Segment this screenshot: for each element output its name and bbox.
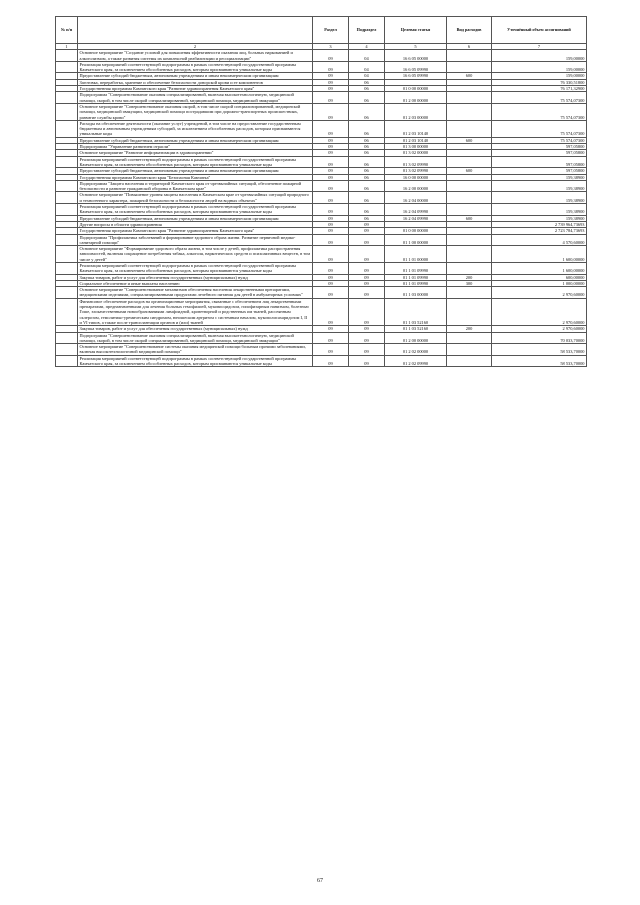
row-subsection: 09 — [349, 280, 385, 286]
row-section: 09 — [313, 355, 349, 367]
column-number: 2 — [78, 44, 313, 50]
row-kind: 600 — [447, 137, 492, 143]
table-row — [56, 103, 587, 120]
row-name: Социальное обеспечение и иные выплаты населению — [78, 280, 313, 286]
row-section: 09 — [313, 50, 349, 62]
row-number — [56, 103, 78, 120]
row-target: 16 0 00 00000 — [385, 174, 447, 180]
row-section: 09 — [313, 150, 349, 156]
row-name: Реализация мероприятий соответствующей подпрограммы в рамках соответствующей государственной программы Камчатского края, за исключением обособленных расходов, которым присваиваются уникальные коды — [78, 204, 313, 216]
row-subsection: 09 — [349, 298, 385, 325]
row-target: 01 1 03 00000 — [385, 287, 447, 299]
row-subsection: 06 — [349, 215, 385, 221]
row-subsection: 06 — [349, 192, 385, 204]
header-name — [78, 17, 313, 44]
table-row — [56, 180, 587, 192]
row-kind: 200 — [447, 274, 492, 280]
row-amount: 597,05800 — [492, 144, 587, 150]
row-name: Предоставление субсидий бюджетным, автономным учреждениям и иным некоммерческим организациям — [78, 137, 313, 143]
row-kind: 600 — [447, 168, 492, 174]
row-target: 01 1 00 00000 — [385, 234, 447, 246]
row-name: Основное мероприятие "Развитие информатизации в здравоохранении" — [78, 150, 313, 156]
row-subsection: 09 — [349, 355, 385, 367]
row-subsection: 09 — [349, 234, 385, 246]
row-section: 09 — [313, 61, 349, 73]
row-target: 01 3 02 09990 — [385, 156, 447, 168]
row-amount: 2 970,60000 — [492, 298, 587, 325]
row-name: Финансовое обеспечение расходов на организационные мероприятия, связанные с обеспечением лиц лекарственными препаратами, предназначенными для лечения больных гемофилией, муковисцидозом, гипофизарным нанизмом, болезнью Гоше, злокачественными новообразованиями лимфоидной, кроветворной и родственных им тканей, рассеянным склерозом, гемолитико-уремическим синдромом, юношеским артритом с системным началом, мукополисахаридозом I, II и VI типов, а также после трансплантации органов и (или) тканей — [78, 298, 313, 325]
row-name: Основное мероприятие "Создание условий для повышения эффективности оказания лиц, больных наркоманией и алкоголизмом, а также развития системы их комплексной реабилитации и ресоциализации" — [78, 50, 313, 62]
row-name: Реализация мероприятий соответствующей подпрограммы в рамках соответствующей государственной программы Камчатского края, за исключением обособленных расходов, которым присваиваются уникальные коды — [78, 355, 313, 367]
row-target: 01 0 00 00000 — [385, 228, 447, 234]
row-amount: 75 574,07300 — [492, 137, 587, 143]
row-subsection: 09 — [349, 228, 385, 234]
row-kind — [447, 50, 492, 62]
column-number: 6 — [447, 44, 492, 50]
row-section: 09 — [313, 326, 349, 332]
column-number: 5 — [385, 44, 447, 50]
row-section: 09 — [313, 180, 349, 192]
row-kind — [447, 287, 492, 299]
row-name: Заготовка, переработка, хранение и обеспечение безопасности донорской крови и ее компонентов — [78, 79, 313, 85]
row-kind: 600 — [447, 215, 492, 221]
row-number — [56, 204, 78, 216]
header-kind: Вид расходов — [447, 17, 492, 44]
row-subsection: 09 — [349, 332, 385, 344]
row-section: 09 — [313, 234, 349, 246]
row-amount: 58 533,70000 — [492, 355, 587, 367]
row-name: Основное мероприятие "Совершенствование оказания скорой, в том числе скорой специализированной, медицинской помощи, медицинской эвакуации, медицинской помощи пострадавшим при дорожно-транспортных происшествиях, развитие службы крови" — [78, 103, 313, 120]
row-target: 16 2 04 09990 — [385, 215, 447, 221]
row-amount: 76 171,32900 — [492, 86, 587, 92]
row-section: 09 — [313, 228, 349, 234]
row-number — [56, 287, 78, 299]
row-amount: 597,05800 — [492, 168, 587, 174]
row-kind: 200 — [447, 326, 492, 332]
row-subsection: 06 — [349, 168, 385, 174]
row-amount: 159,00000 — [492, 73, 587, 79]
row-amount: 2 970,60000 — [492, 287, 587, 299]
table-body — [56, 50, 587, 367]
row-amount: 1 600,00000 — [492, 262, 587, 274]
row-name: Закупка товаров, работ и услуг для обеспечения государственных (муниципальных) нужд — [78, 326, 313, 332]
row-section: 09 — [313, 298, 349, 325]
table-row — [56, 332, 587, 344]
row-subsection: 06 — [349, 92, 385, 104]
row-target: 01 1 03 52160 — [385, 326, 447, 332]
row-section: 09 — [313, 246, 349, 263]
row-target: 01 1 01 09990 — [385, 274, 447, 280]
row-name: Основное мероприятие "Формирование здорового образа жизни, в том числе у детей, профилактика распространения зависимостей, включая сокращение потребления табака, алкоголя, наркотических средств и психоактивных веществ, в том числе у детей" — [78, 246, 313, 263]
row-kind — [447, 192, 492, 204]
row-amount: 4 570,60000 — [492, 234, 587, 246]
budget-table-page — [55, 16, 586, 367]
row-subsection: 09 — [349, 287, 385, 299]
row-amount: 597,05800 — [492, 150, 587, 156]
row-target: 01 2 00 00000 — [385, 92, 447, 104]
row-amount: 2 739 964,73693 — [492, 221, 587, 227]
table-row — [56, 234, 587, 246]
row-kind — [447, 262, 492, 274]
row-target: 16 6 05 09990 — [385, 61, 447, 73]
row-name: Государственная программа Камчатского края "Безопасная Камчатка" — [78, 174, 313, 180]
row-number — [56, 234, 78, 246]
row-section: 09 — [313, 156, 349, 168]
row-section: 09 — [313, 144, 349, 150]
row-kind — [447, 120, 492, 137]
row-subsection: 09 — [349, 344, 385, 356]
row-name: Закупка товаров, работ и услуг для обеспечения государственных (муниципальных) нужд — [78, 274, 313, 280]
row-subsection: 09 — [349, 246, 385, 263]
row-amount: 159,00000 — [492, 61, 587, 73]
row-number — [56, 50, 78, 62]
row-subsection: 09 — [349, 326, 385, 332]
row-target: 01 0 00 00000 — [385, 86, 447, 92]
row-name: Государственная программа Камчатского края "Развитие здравоохранения Камчатского края" — [78, 228, 313, 234]
row-section: 09 — [313, 174, 349, 180]
row-name: Предоставление субсидий бюджетным, автономным учреждениям и иным некоммерческим организациям — [78, 168, 313, 174]
table-row — [56, 355, 587, 367]
row-name: Предоставление субсидий бюджетным, автономным учреждениям и иным некоммерческим организациям — [78, 215, 313, 221]
row-target: 16 2 04 00000 — [385, 192, 447, 204]
row-kind — [447, 204, 492, 216]
column-number: 3 — [313, 44, 349, 50]
row-amount: 76 330,51800 — [492, 79, 587, 85]
table-row — [56, 204, 587, 216]
header-amount: Уточнённый объем ассигнований — [492, 17, 587, 44]
row-name: Реализация мероприятий соответствующей подпрограммы в рамках соответствующей государственной программы Камчатского края, за исключением обособленных расходов, которым присваиваются уникальные коды — [78, 262, 313, 274]
row-target: 01 2 00 00000 — [385, 332, 447, 344]
row-name: Реализация мероприятий соответствующей подпрограммы в рамках соответствующей государственной программы Камчатского края, за исключением обособленных расходов, которым присваиваются уникальные коды — [78, 156, 313, 168]
table-header-row — [56, 17, 587, 44]
row-kind — [447, 355, 492, 367]
row-name: Реализация мероприятий соответствующей подпрограммы в рамках соответствующей государственной программы Камчатского края, за исключением обособленных расходов, которым присваиваются уникальные коды — [78, 61, 313, 73]
row-number — [56, 262, 78, 274]
row-target: 01 3 02 00000 — [385, 150, 447, 156]
row-section: 09 — [313, 262, 349, 274]
row-subsection: 06 — [349, 86, 385, 92]
header-num: № п/п — [56, 17, 78, 44]
row-name: Подпрограмма "Управление развитием отрасли" — [78, 144, 313, 150]
row-section: 09 — [313, 215, 349, 221]
table-row — [56, 262, 587, 274]
row-target: 01 2 02 09990 — [385, 355, 447, 367]
table-row — [56, 287, 587, 299]
header-subsection: Подраздел — [349, 17, 385, 44]
row-amount: 159,38900 — [492, 192, 587, 204]
row-target: 01 3 00 00000 — [385, 144, 447, 150]
row-amount: 2 723 784,73693 — [492, 228, 587, 234]
row-kind — [447, 332, 492, 344]
row-target: 01 3 02 09990 — [385, 168, 447, 174]
row-subsection: 06 — [349, 79, 385, 85]
row-amount: 58 533,70000 — [492, 344, 587, 356]
table-row — [56, 298, 587, 325]
row-subsection: 06 — [349, 150, 385, 156]
row-section: 09 — [313, 192, 349, 204]
row-number — [56, 92, 78, 104]
row-kind: 600 — [447, 73, 492, 79]
row-kind — [447, 92, 492, 104]
row-kind — [447, 180, 492, 192]
row-subsection: 06 — [349, 174, 385, 180]
table-row — [56, 120, 587, 137]
row-subsection: 06 — [349, 144, 385, 150]
row-target: 01 1 01 09990 — [385, 280, 447, 286]
row-number — [56, 120, 78, 137]
row-subsection: 04 — [349, 50, 385, 62]
table-row — [56, 246, 587, 263]
row-kind — [447, 103, 492, 120]
row-target: 16 2 04 09990 — [385, 204, 447, 216]
row-amount: 159,38900 — [492, 204, 587, 216]
row-target: 01 1 01 09990 — [385, 262, 447, 274]
table-row — [56, 50, 587, 62]
row-subsection: 04 — [349, 73, 385, 79]
budget-table — [55, 16, 587, 367]
row-section: 09 — [313, 221, 349, 227]
row-name: Подпрограмма "Профилактика заболеваний и формирование здорового образа жизни. Развитие первичной медико-санитарной помощи" — [78, 234, 313, 246]
row-section: 09 — [313, 79, 349, 85]
row-subsection: 06 — [349, 137, 385, 143]
row-amount: 159,38900 — [492, 180, 587, 192]
row-amount: 600,00000 — [492, 274, 587, 280]
row-target: 16 2 00 00000 — [385, 180, 447, 192]
row-section: 09 — [313, 168, 349, 174]
row-kind — [447, 234, 492, 246]
row-number — [56, 246, 78, 263]
row-number — [56, 298, 78, 325]
row-subsection: 06 — [349, 180, 385, 192]
row-section: 09 — [313, 103, 349, 120]
row-subsection: 06 — [349, 103, 385, 120]
row-kind — [447, 61, 492, 73]
row-kind — [447, 156, 492, 168]
row-name: Другие вопросы в области здравоохранения — [78, 221, 313, 227]
row-subsection: 06 — [349, 204, 385, 216]
row-number — [56, 355, 78, 367]
row-subsection: 09 — [349, 221, 385, 227]
row-kind — [447, 298, 492, 325]
table-row — [56, 344, 587, 356]
row-name: Подпрограмма "Защита населения и территорий Камчатского края от чрезвычайных ситуаций, обеспечение пожарной безопасности и развитие гражданской обороны в Камчатском крае" — [78, 180, 313, 192]
row-section: 09 — [313, 280, 349, 286]
row-subsection: 06 — [349, 120, 385, 137]
row-target: 16 6 05 00000 — [385, 50, 447, 62]
row-name: Основное мероприятие "Повышение уровня защиты населения в Камчатском крае от чрезвычайных ситуаций природного и техногенного характера, пожарной безопасности и безопасности людей на водных объектах" — [78, 192, 313, 204]
row-section: 09 — [313, 137, 349, 143]
row-amount: 159,38900 — [492, 215, 587, 221]
row-name: Основное мероприятие "Совершенствование системы оказания медицинской помощи больным прочими заболеваниями, включая высокотехнологичной медицинской помощи" — [78, 344, 313, 356]
row-section: 09 — [313, 92, 349, 104]
row-section: 09 — [313, 274, 349, 280]
table-row — [56, 61, 587, 73]
row-kind: 300 — [447, 280, 492, 286]
row-name: Подпрограмма "Совершенствование оказания специализированной, включая высокотехнологичную, медицинской помощи, скорой, в том числе скорой специализированной, медицинской помощи, медицинской эвакуации" — [78, 92, 313, 104]
header-target: Целевая статья — [385, 17, 447, 44]
row-number — [56, 192, 78, 204]
row-section: 09 — [313, 86, 349, 92]
row-section: 09 — [313, 332, 349, 344]
row-section: 09 — [313, 204, 349, 216]
row-amount: 70 033,70000 — [492, 332, 587, 344]
row-amount: 159,38900 — [492, 174, 587, 180]
table-row — [56, 192, 587, 204]
row-number — [56, 61, 78, 73]
row-section: 09 — [313, 287, 349, 299]
row-subsection: 06 — [349, 156, 385, 168]
row-amount: 75 574,07300 — [492, 120, 587, 137]
row-target: 01 1 01 00000 — [385, 246, 447, 263]
row-kind — [447, 246, 492, 263]
row-name: Расходы на обеспечение деятельности (оказание услуг) учреждений, в том числе на предоставление государственным бюджетным и автономным учреждениям субсидий, за исключением обособленных расходов, которым присваиваются уникальные коды — [78, 120, 313, 137]
row-subsection: 09 — [349, 274, 385, 280]
row-amount: 597,05800 — [492, 156, 587, 168]
row-name: Основное мероприятие "Совершенствование механизмов обеспечения населения лекарственными препаратами, медицинскими изделиями, специализированными продуктами лечебного питания для детей в амбулаторных условиях" — [78, 287, 313, 299]
row-target: 01 2 03 10140 — [385, 137, 447, 143]
row-number — [56, 332, 78, 344]
row-target: 16 6 05 09990 — [385, 73, 447, 79]
row-subsection: 04 — [349, 61, 385, 73]
column-number: 4 — [349, 44, 385, 50]
row-number — [56, 344, 78, 356]
row-amount: 159,00000 — [492, 50, 587, 62]
row-amount: 2 970,60000 — [492, 326, 587, 332]
row-amount: 1 600,00000 — [492, 246, 587, 263]
row-section: 09 — [313, 73, 349, 79]
row-target: 01 1 03 52160 — [385, 298, 447, 325]
header-section: Раздел — [313, 17, 349, 44]
row-amount: 1 000,00000 — [492, 280, 587, 286]
row-name: Подпрограмма "Совершенствование оказания специализированной, включая высокотехнологичную, медицинской помощи, скорой, в том числе скорой специализированной, медицинской помощи, медицинской эвакуации" — [78, 332, 313, 344]
row-amount: 75 574,07300 — [492, 103, 587, 120]
table-row — [56, 156, 587, 168]
row-subsection: 09 — [349, 262, 385, 274]
row-name: Государственная программа Камчатского края "Развитие здравоохранения Камчатского края" — [78, 86, 313, 92]
column-number: 1 — [56, 44, 78, 50]
row-kind — [447, 344, 492, 356]
row-target: 01 2 03 10140 — [385, 120, 447, 137]
row-name: Предоставление субсидий бюджетным, автономным учреждениям и иным некоммерческим организациям — [78, 73, 313, 79]
row-number — [56, 180, 78, 192]
row-target: 01 2 02 00000 — [385, 344, 447, 356]
table-row — [56, 92, 587, 104]
row-number — [56, 156, 78, 168]
column-number: 7 — [492, 44, 587, 50]
row-section: 09 — [313, 120, 349, 137]
row-section: 09 — [313, 344, 349, 356]
row-amount: 75 574,07300 — [492, 92, 587, 104]
page-number: 67 — [317, 878, 323, 884]
row-target: 01 2 03 00000 — [385, 103, 447, 120]
